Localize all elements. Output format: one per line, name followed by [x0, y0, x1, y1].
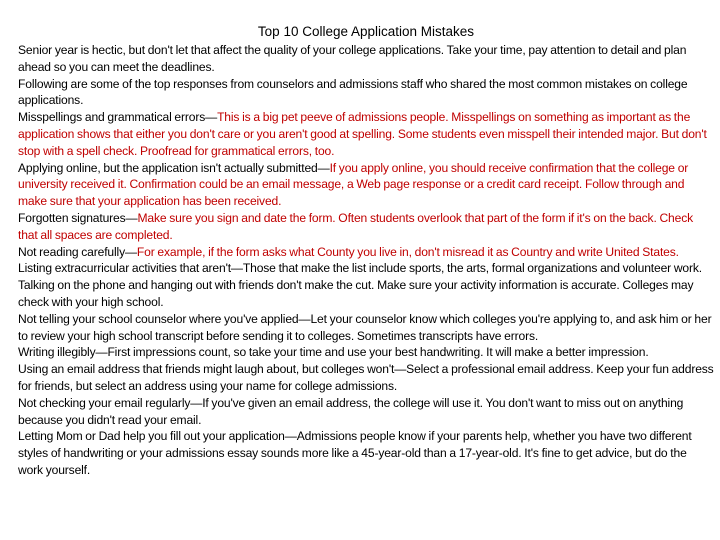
intro-paragraph: Senior year is hectic, but don't let that affect the quality of your college applications. Take your time, pay attention to detail and plan ahead so you can meet the deadlines. — [18, 43, 687, 74]
mistake-description: This is a big pet peeve of admissions people. Misspellings on something as important as the application shows that either you don't care or you aren't good at spelling. Some students even misspell their intended major. But don't stop with a spell check. Proofread for grammatical errors, too. — [18, 110, 707, 158]
mistake-description: Select a professional email address. Keep your fun address for friends, but select an address using your name for college admissions. — [18, 362, 714, 393]
mistake-item — [18, 260, 714, 310]
mistake-description: Those that make the list include sports, the arts, formal organizations and volunteer work. Talking on the phone and hanging out with friends don't make the cut. Make sure your activity information is accurate. Colleges may check with your high school. — [18, 261, 702, 309]
mistake-description: First impressions count, so take your time and use your best handwriting. It will make a better impression. — [107, 345, 649, 360]
mistake-description: Admissions people know if your parents help, whether you have two different styles of handwriting or your admissions essay sounds more like a 45-year-old than a 17-year-old. It's fine to get advice, but do the work yourself. — [18, 429, 692, 477]
mistake-heading: Misspellings and grammatical errors— — [18, 110, 218, 125]
mistake-description: For example, if the form asks what County you live in, don't misread it as Country and write United States. — [136, 244, 679, 259]
mistake-heading: Not checking your email regularly— — [18, 395, 203, 410]
document-page — [18, 22, 714, 479]
mistake-heading: Not reading carefully— — [18, 244, 137, 259]
mistake-heading: Applying online, but the application isn't actually submitted— — [18, 160, 330, 175]
mistake-item — [18, 244, 714, 261]
mistake-item — [18, 361, 714, 395]
mistake-item — [18, 428, 714, 478]
mistake-description: Let your counselor know which colleges you're applying to, and ask him or her to review your high school transcript before sending it to colleges. Sometimes transcripts have errors. — [18, 311, 712, 343]
mistake-heading: Using an email address that friends might laugh about, but colleges won't— — [18, 362, 407, 377]
document-title: Top 10 College Application Mistakes — [257, 24, 475, 39]
document-body — [18, 42, 714, 479]
mistake-heading: Listing extracurricular activities that aren't— — [18, 261, 243, 276]
mistake-heading: Not telling your school counselor where you've applied— — [18, 311, 311, 326]
mistake-item — [18, 395, 714, 429]
mistake-item — [18, 344, 714, 361]
mistake-item — [18, 311, 714, 345]
mistake-item — [18, 210, 714, 244]
mistake-heading: Writing illegibly— — [18, 345, 108, 360]
mistake-heading: Forgotten signatures— — [18, 210, 138, 225]
mistake-heading: Letting Mom or Dad help you fill out your application— — [18, 429, 297, 444]
mistake-item — [18, 160, 714, 210]
mistake-description: If you've given an email address, the college will use it. You don't want to miss out on anything because you didn't read your email. — [18, 395, 684, 427]
intro-paragraph: Following are some of the top responses from counselors and admissions staff who shared the most common mistakes on college applications. — [18, 76, 688, 108]
mistake-description: Make sure you sign and date the form. Often students overlook that part of the form if it's on the back. Check that all spaces are completed. — [18, 210, 693, 242]
mistake-item — [18, 109, 714, 159]
mistake-description: If you apply online, you should receive confirmation that the college or university received it. Confirmation could be an email message, a Web page response or a credit card receipt. Follow through and make sure that your application has been received. — [18, 160, 689, 209]
